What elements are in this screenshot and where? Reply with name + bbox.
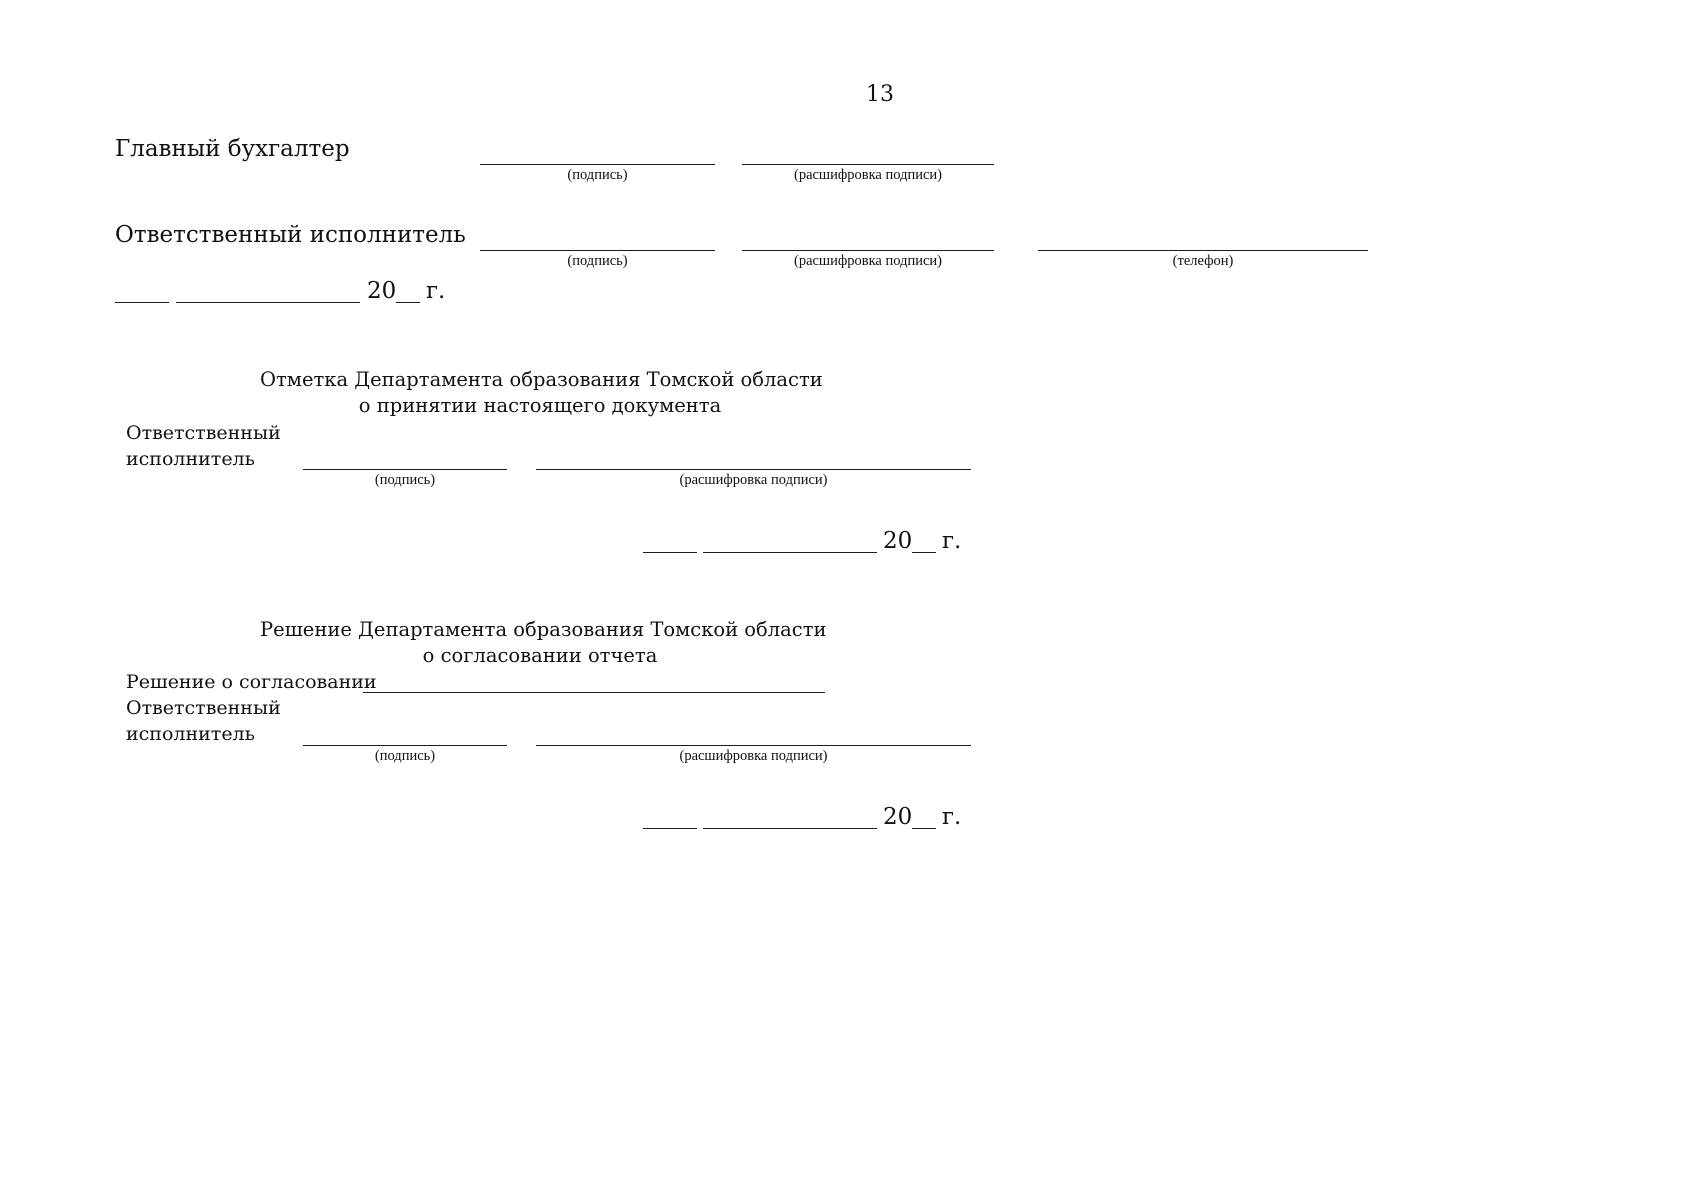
decision-approval-line[interactable] xyxy=(363,692,825,693)
acceptance-heading-line2: о принятии настоящего документа xyxy=(358,394,722,417)
executor-phone-caption: (телефон) xyxy=(1172,253,1234,269)
decision-signature-caption: (подпись) xyxy=(374,748,436,764)
decision-heading-line1: Решение Департамента образования Томской области xyxy=(260,618,827,641)
decision-date-month-line[interactable] xyxy=(703,828,877,829)
executor-decoding-line[interactable] xyxy=(742,250,994,251)
chief-accountant-signature-caption: (подпись) xyxy=(567,167,628,183)
acceptance-date-year-suffix: г. xyxy=(942,528,962,554)
executor-decoding-caption: (расшифровка подписи) xyxy=(793,253,943,269)
acceptance-date-day-line[interactable] xyxy=(643,552,697,553)
acceptance-date-month-line[interactable] xyxy=(703,552,877,553)
chief-accountant-label: Главный бухгалтер xyxy=(115,136,350,162)
executor-signature-caption: (подпись) xyxy=(567,253,628,269)
chief-accountant-decoding-caption: (расшифровка подписи) xyxy=(793,167,943,183)
page-number: 13 xyxy=(866,82,894,107)
acceptance-heading-line1: Отметка Департамента образования Томской области xyxy=(260,368,823,391)
acceptance-signature-caption: (подпись) xyxy=(374,472,436,488)
decision-decoding-caption: (расшифровка подписи) xyxy=(679,748,828,764)
date1-month-line[interactable] xyxy=(176,302,360,303)
responsible-executor-label: Ответственный исполнитель xyxy=(115,222,466,248)
executor-signature-line[interactable] xyxy=(480,250,715,251)
chief-accountant-decoding-line[interactable] xyxy=(742,164,994,165)
decision-date-year-line[interactable] xyxy=(912,828,936,829)
acceptance-signature-line[interactable] xyxy=(303,469,507,470)
date1-year-suffix: г. xyxy=(426,278,446,304)
acceptance-decoding-line[interactable] xyxy=(536,469,971,470)
acceptance-executor-label-line2: исполнитель xyxy=(126,448,255,470)
decision-signature-line[interactable] xyxy=(303,745,507,746)
decision-executor-label-line2: исполнитель xyxy=(126,723,255,745)
decision-date-year-suffix: г. xyxy=(942,804,962,830)
acceptance-date-year-prefix: 20 xyxy=(883,528,913,554)
decision-heading-line2: о согласовании отчета xyxy=(422,644,658,667)
decision-date-year-prefix: 20 xyxy=(883,804,913,830)
acceptance-date-year-line[interactable] xyxy=(912,552,936,553)
chief-accountant-signature-line[interactable] xyxy=(480,164,715,165)
decision-decoding-line[interactable] xyxy=(536,745,971,746)
date1-year-line[interactable] xyxy=(396,302,420,303)
acceptance-decoding-caption: (расшифровка подписи) xyxy=(679,472,828,488)
date1-day-line[interactable] xyxy=(115,302,169,303)
decision-executor-label-line1: Ответственный xyxy=(126,697,281,719)
executor-phone-line[interactable] xyxy=(1038,250,1368,251)
acceptance-executor-label-line1: Ответственный xyxy=(126,422,281,444)
decision-approval-label: Решение о согласовании xyxy=(126,671,377,693)
date1-year-prefix: 20 xyxy=(367,278,397,304)
decision-date-day-line[interactable] xyxy=(643,828,697,829)
